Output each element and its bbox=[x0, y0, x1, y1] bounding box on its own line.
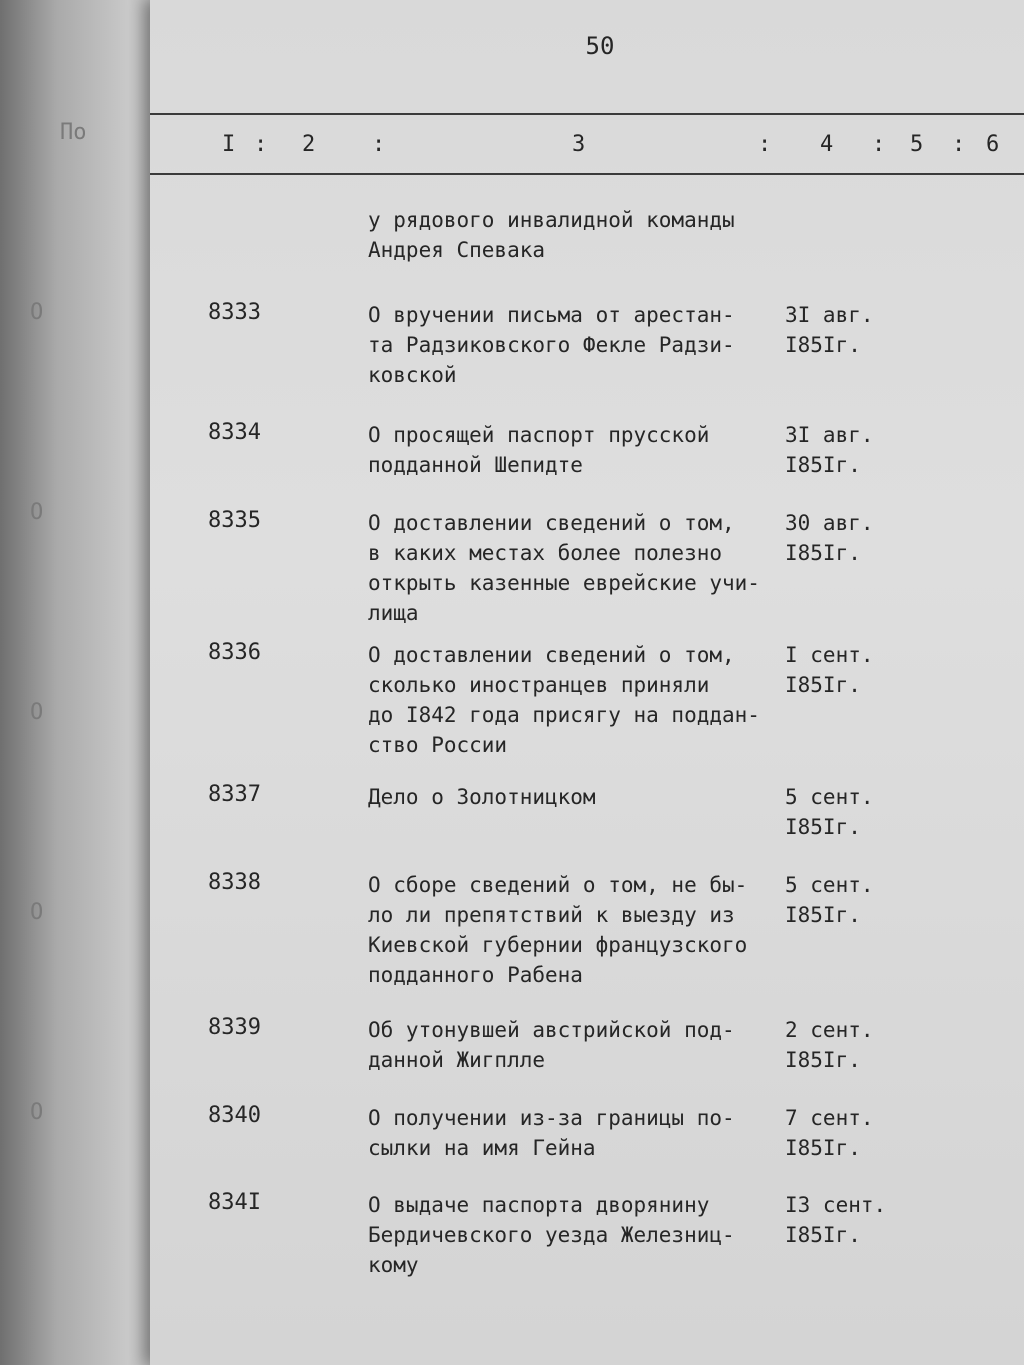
column-header-5: 5 bbox=[910, 132, 924, 157]
date-day: 3I авг. bbox=[785, 303, 874, 327]
description-line: лища bbox=[368, 601, 419, 625]
date-year: I85Iг. bbox=[785, 673, 861, 697]
date-day: 30 авг. bbox=[785, 511, 874, 535]
column-header-4: 4 bbox=[820, 132, 834, 157]
description-line: открыть казенные еврейские учи- bbox=[368, 571, 760, 595]
entry-date bbox=[785, 1190, 886, 1250]
description-line: О получении из-за границы по- bbox=[368, 1106, 735, 1130]
date-day: 5 сент. bbox=[785, 785, 874, 809]
description-line: О сборе сведений о том, не бы- bbox=[368, 873, 748, 897]
column-separator: : bbox=[254, 132, 268, 157]
entry-description bbox=[368, 300, 788, 390]
date-year: I85Iг. bbox=[785, 1136, 861, 1160]
date-day: 3I авг. bbox=[785, 423, 874, 447]
date-year: I85Iг. bbox=[785, 453, 861, 477]
page-number: 50 bbox=[585, 32, 615, 60]
entry-date bbox=[785, 1015, 874, 1075]
description-line: О вручении письма от арестан- bbox=[368, 303, 735, 327]
column-separator: : bbox=[758, 132, 772, 157]
description-line: О доставлении сведений о том, bbox=[368, 643, 735, 667]
entry-number: 8340 bbox=[208, 1103, 261, 1128]
description-line: О просящей паспорт прусской bbox=[368, 423, 710, 447]
description-line: у рядового инвалидной команды bbox=[368, 208, 735, 232]
entry-date bbox=[785, 782, 874, 842]
entry-number: 834I bbox=[208, 1190, 261, 1215]
date-day: 5 сент. bbox=[785, 873, 874, 897]
date-day: I3 сент. bbox=[785, 1193, 887, 1217]
facing-page bbox=[0, 0, 160, 1365]
document-page bbox=[150, 0, 1024, 1365]
description-line: в каких местах более полезно bbox=[368, 541, 723, 565]
date-year: I85Iг. bbox=[785, 1048, 861, 1072]
column-header-2: 2 bbox=[302, 132, 316, 157]
entry-date bbox=[785, 1103, 874, 1163]
header-top-rule bbox=[150, 113, 1024, 115]
entry-date bbox=[785, 508, 874, 568]
description-line: сылки на имя Гейна bbox=[368, 1136, 596, 1160]
date-year: I85Iг. bbox=[785, 541, 861, 565]
entry-description bbox=[368, 1015, 788, 1075]
column-separator: : bbox=[372, 132, 386, 157]
facing-page-bleed: По bbox=[60, 120, 87, 145]
description-line: О выдаче паспорта дворянину bbox=[368, 1193, 710, 1217]
entry-description bbox=[368, 640, 788, 760]
entry-date bbox=[785, 300, 874, 360]
date-year: I85Iг. bbox=[785, 815, 861, 839]
column-separator: : bbox=[952, 132, 966, 157]
description-line: Андрея Спевака bbox=[368, 238, 546, 262]
description-line: О доставлении сведений о том, bbox=[368, 511, 735, 535]
description-line: подданного Рабена bbox=[368, 963, 583, 987]
description-line: ковской bbox=[368, 363, 457, 387]
column-header-1: I bbox=[222, 132, 236, 157]
entry-description bbox=[368, 420, 788, 480]
entry-number: 8338 bbox=[208, 870, 261, 895]
entry-date bbox=[785, 420, 874, 480]
entry-number: 8336 bbox=[208, 640, 261, 665]
column-separator: : bbox=[872, 132, 886, 157]
description-line: Киевской губернии французского bbox=[368, 933, 748, 957]
facing-page-bleed: О bbox=[30, 500, 44, 525]
date-year: I85Iг. bbox=[785, 333, 861, 357]
description-line: данной Жигплле bbox=[368, 1048, 546, 1072]
entry-description bbox=[368, 782, 788, 812]
date-year: I85Iг. bbox=[785, 903, 861, 927]
entry-description bbox=[368, 205, 788, 265]
facing-page-bleed: О bbox=[30, 300, 44, 325]
entry-description bbox=[368, 1103, 788, 1163]
description-line: сколько иностранцев приняли bbox=[368, 673, 710, 697]
description-line: кому bbox=[368, 1253, 419, 1277]
entry-number: 8335 bbox=[208, 508, 261, 533]
date-day: 7 сент. bbox=[785, 1106, 874, 1130]
description-line: Об утонувшей австрийской под- bbox=[368, 1018, 735, 1042]
entry-number: 8334 bbox=[208, 420, 261, 445]
entry-number: 8337 bbox=[208, 782, 261, 807]
description-line: ло ли препятствий к выезду из bbox=[368, 903, 735, 927]
entry-number: 8333 bbox=[208, 300, 261, 325]
description-line: та Радзиковского Фекле Радзи- bbox=[368, 333, 735, 357]
facing-page-bleed: О bbox=[30, 900, 44, 925]
column-header-3: 3 bbox=[572, 132, 586, 157]
description-line: ство России bbox=[368, 733, 508, 757]
date-year: I85Iг. bbox=[785, 1223, 861, 1247]
entry-description bbox=[368, 870, 788, 990]
header-bottom-rule bbox=[150, 173, 1024, 175]
entry-description bbox=[368, 508, 788, 628]
entry-date bbox=[785, 870, 874, 930]
entry-date bbox=[785, 640, 874, 700]
facing-page-bleed: О bbox=[30, 700, 44, 725]
entry-description bbox=[368, 1190, 788, 1280]
column-header-6: 6 bbox=[986, 132, 1000, 157]
description-line: Дело о Золотницком bbox=[368, 785, 596, 809]
description-line: Бердичевского уезда Железниц- bbox=[368, 1223, 735, 1247]
date-day: I сент. bbox=[785, 643, 874, 667]
entry-number: 8339 bbox=[208, 1015, 261, 1040]
description-line: подданной Шепидте bbox=[368, 453, 583, 477]
description-line: до I842 года присягу на поддан- bbox=[368, 703, 760, 727]
facing-page-bleed: О bbox=[30, 1100, 44, 1125]
date-day: 2 сент. bbox=[785, 1018, 874, 1042]
